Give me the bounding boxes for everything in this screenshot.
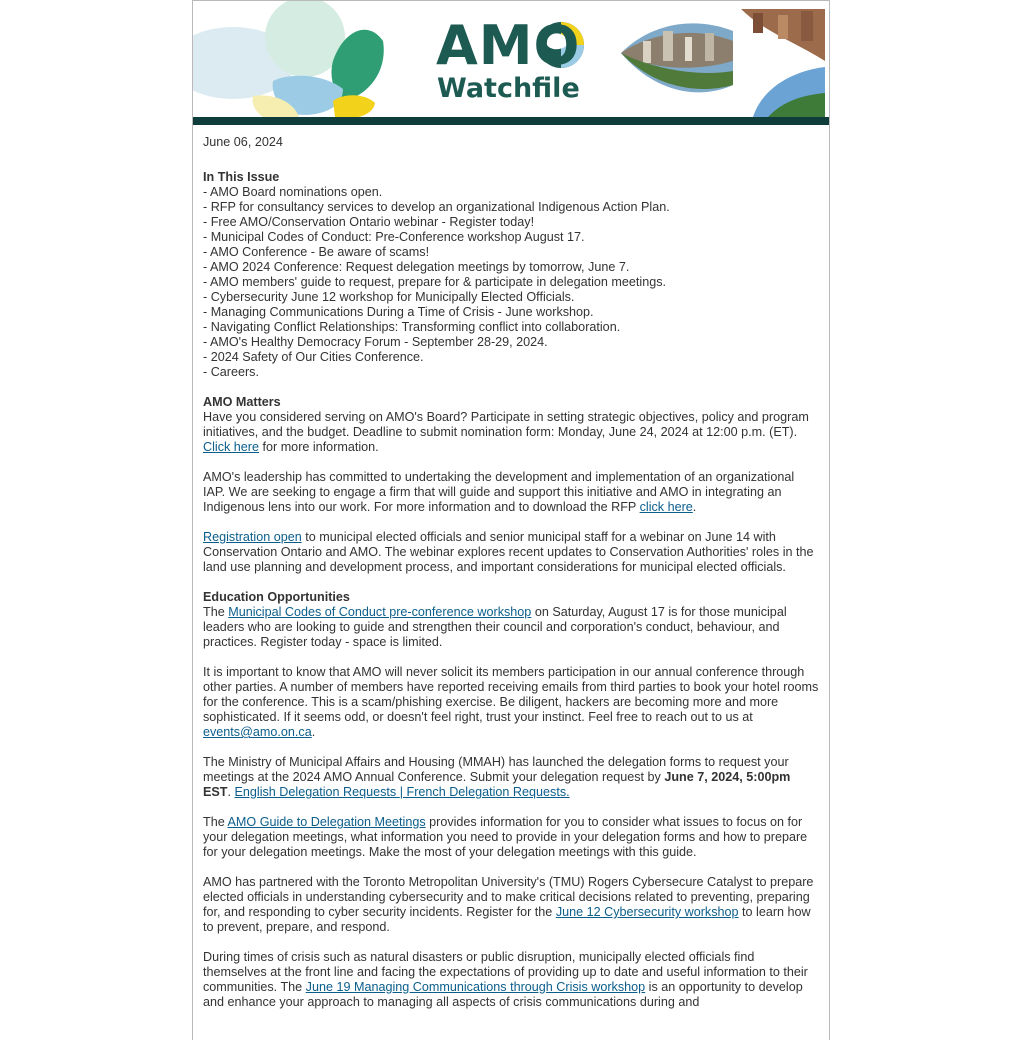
crisis-text: During times of crisis such as natural disasters or public disruption, municipally elected officials find themselves at the front line and facing the expectations of providing up to date and useful information to their communities. The [203, 950, 808, 994]
in-this-issue-heading: In This Issue [203, 170, 280, 184]
cybersecurity-workshop-link[interactable]: June 12 Cybersecurity workshop [555, 905, 739, 919]
issue-item: - Municipal Codes of Conduct: Pre-Conference workshop August 17. [203, 230, 585, 244]
delegation-deadline: June 7, 2024, 5:00pm EST [203, 770, 791, 799]
logo-text-amo: AMO [436, 14, 581, 77]
guide-text-after: provides information for you to consider what issues to focus on for your delegation meetings, what information you need to provide in your delegation forms and how to prepare for your delegation meetings. Make the most of your delegation meetings with this guide. [203, 815, 808, 859]
codes-text-after: on Saturday, August 17 is for those municipal leaders who are looking to guide and strengthen their council and corporation's conduct, behaviour, and practices. Register today - space is limited. [203, 605, 787, 649]
issue-item: - 2024 Safety of Our Cities Conference. [203, 350, 424, 364]
issue-date: June 06, 2024 [203, 135, 283, 149]
iap-paragraph [203, 470, 819, 515]
scam-text: It is important to know that AMO will never solicit its members participation in our annual conference through other parties. A number of members have reported receiving emails from third parties to book your hotel rooms for the conference. This is a scam/phishing exercise. Be diligent, hackers are becoming more and more sophisticated. If it seems odd, or doesn't feel right, trust your instinct. Feel free to reach out to us at [203, 665, 819, 724]
guide-text-before: The [203, 815, 228, 829]
header-band [193, 117, 829, 125]
amo-matters-heading: AMO Matters [203, 395, 281, 409]
issue-item: - AMO Board nominations open. [203, 185, 383, 199]
delegation-link-separator: | [399, 785, 404, 799]
logo-text-watchfile: Watchfile [437, 73, 580, 104]
webinar-text: to municipal elected officials and senior municipal staff for a webinar on June 14 with Conservation Ontario and AMO. The webinar explores recent updates to Conservation Authorities' roles in the land use planning and development process, and important considerations for municipal elected officials. [203, 530, 814, 574]
delegation-forms-paragraph [203, 755, 819, 800]
registration-open-link[interactable]: Registration open [203, 530, 302, 544]
delegation-text-mid: . [227, 785, 235, 799]
issue-item: - Cybersecurity June 12 workshop for Municipally Elected Officials. [203, 290, 575, 304]
cybersecurity-paragraph [203, 875, 819, 935]
delegation-text: The Ministry of Municipal Affairs and Housing (MMAH) has launched the delegation forms to request your meetings at the 2024 AMO Annual Conference. Submit your delegation request by [203, 755, 789, 784]
codes-of-conduct-workshop-link[interactable]: Municipal Codes of Conduct pre-conference workshop [228, 605, 532, 619]
french-delegation-link[interactable]: French Delegation Requests. [403, 785, 570, 799]
events-email-link[interactable]: events@amo.on.ca [203, 725, 312, 739]
amo-matters-board-paragraph [203, 395, 819, 455]
delegation-guide-link[interactable]: AMO Guide to Delegation Meetings [227, 815, 426, 829]
issue-item: - RFP for consultancy services to develop an organizational Indigenous Action Plan. [203, 200, 670, 214]
codes-of-conduct-paragraph [203, 590, 819, 650]
issue-item: - Careers. [203, 365, 259, 379]
rfp-click-here-link[interactable]: click here [639, 500, 693, 514]
issue-item: - Managing Communications During a Time of Crisis - June workshop. [203, 305, 594, 319]
newsletter-body [193, 125, 829, 1010]
issue-item: - Free AMO/Conservation Ontario webinar - Register today! [203, 215, 535, 229]
city-photo-decoration [621, 9, 825, 117]
crisis-text-after: is an opportunity to develop and enhance your approach to managing all aspects of crisis communications during and [203, 980, 803, 1009]
in-this-issue-section [203, 170, 819, 380]
crisis-workshop-link[interactable]: June 19 Managing Communications through Crisis workshop [305, 980, 646, 994]
board-text-after: for more information. [259, 440, 379, 454]
education-heading: Education Opportunities [203, 590, 350, 604]
petal-yellow-decoration [333, 95, 375, 117]
cyber-text: AMO has partnered with the Toronto Metropolitan University's (TMU) Rogers Cybersecure Catalyst to prepare elected officials in understanding cybersecurity and to make critical decisions related to preventing, preparing for, and responding to cyber security incidents. Register for the [203, 875, 814, 919]
issue-item: - AMO Conference - Be aware of scams! [203, 245, 430, 259]
english-delegation-link[interactable]: English Delegation Requests [234, 785, 400, 799]
newsletter-frame [192, 0, 830, 1040]
iap-text-after: . [692, 500, 697, 514]
iap-text: AMO's leadership has committed to undertaking the development and implementation of an organizational IAP. We are seeking to engage a firm that will guide and support this initiative and AMO in integrating an Indigenous lens into our work. For more information and to download the RFP [203, 470, 795, 514]
codes-text-before: The [203, 605, 229, 619]
delegation-guide-paragraph [203, 815, 819, 860]
header-banner [193, 1, 829, 117]
crisis-communications-paragraph [203, 950, 819, 1010]
issue-item: - AMO 2024 Conference: Request delegation meetings by tomorrow, June 7. [203, 260, 630, 274]
issue-item: - AMO members' guide to request, prepare for & participate in delegation meetings. [203, 275, 667, 289]
board-click-here-link[interactable]: Click here [203, 440, 259, 454]
scam-text-after: . [311, 725, 316, 739]
issue-item: - AMO's Healthy Democracy Forum - September 28-29, 2024. [203, 335, 548, 349]
scam-warning-paragraph [203, 665, 819, 740]
board-text: Have you considered serving on AMO's Board? Participate in setting strategic objectives, policy and program initiatives, and the budget. Deadline to submit nomination form: Monday, June 24, 2024 at 12:00 p.m. (ET). [203, 410, 809, 439]
webinar-paragraph [203, 530, 819, 575]
issue-item: - Navigating Conflict Relationships: Transforming conflict into collaboration. [203, 320, 621, 334]
cyber-text-after: to learn how to prevent, prepare, and respond. [203, 905, 811, 934]
